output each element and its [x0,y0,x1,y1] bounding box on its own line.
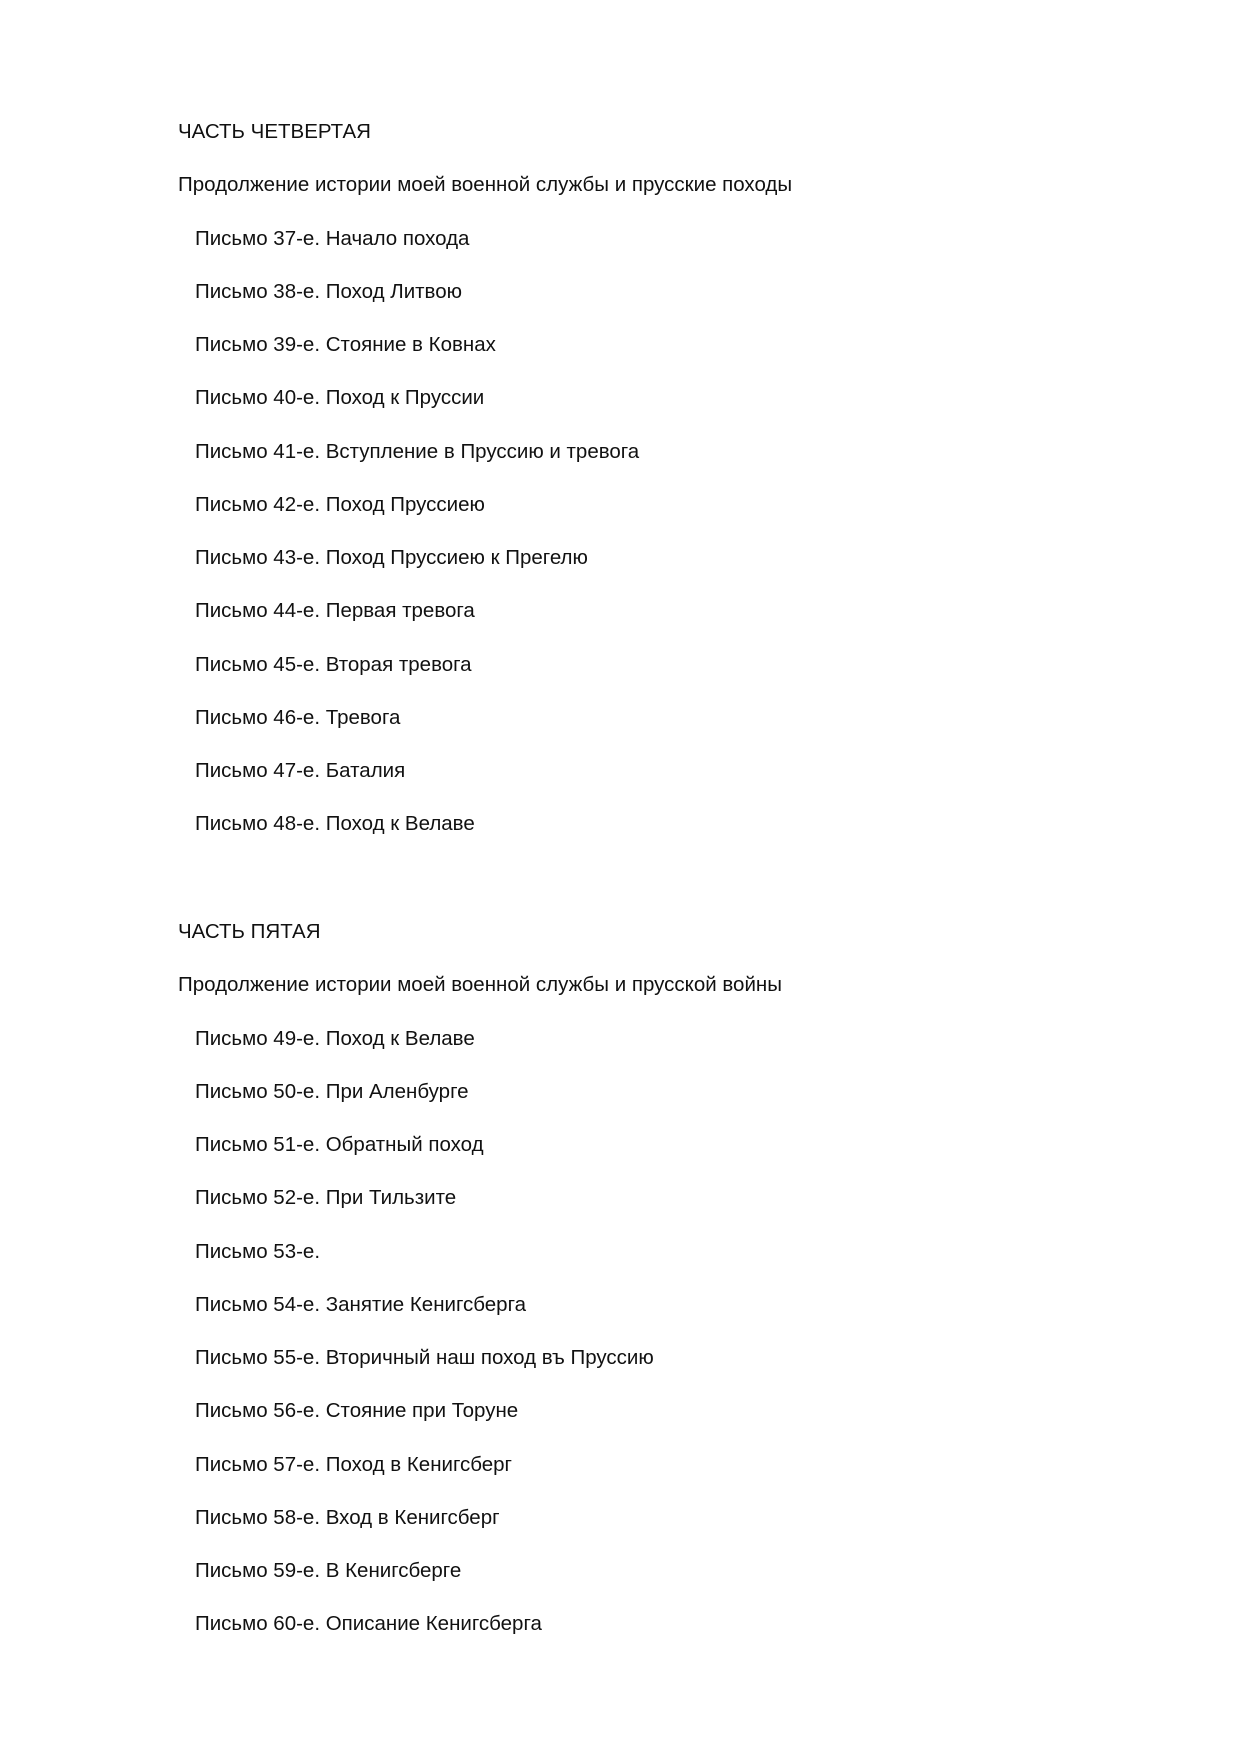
part-five-title: ЧАСТЬ ПЯТАЯ [178,920,321,943]
letter-51: Письмо 51-е. Обратный поход [195,1133,484,1156]
part-four-section [178,118,1138,864]
letter-45: Письмо 45-е. Вторая тревога [195,652,472,676]
letter-52: Письмо 52-е. При Тильзите [195,1186,457,1210]
letter-60: Письмо 60-е. Описание Кенигсберга [195,1612,542,1636]
letter-47: Письмо 47-е. Баталия [195,759,406,782]
letter-58: Письмо 58-е. Вход в Кенигсберг [195,1505,500,1529]
letter-42: Письмо 42-е. Поход Пруссиею [195,492,485,516]
letter-39: Письмо 39-е. Стояние в Ковнах [195,333,496,356]
letter-37: Письмо 37-е. Начало похода [195,226,470,250]
letter-40: Письмо 40-е. Поход к Пруссии [195,386,485,410]
letter-50: Письмо 50-е. При Аленбурге [195,1079,469,1103]
letter-48: Письмо 48-е. Поход к Велаве [195,812,475,836]
letter-49: Письмо 49-е. Поход к Велаве [195,1026,475,1050]
letter-53: Письмо 53-е. [195,1239,321,1263]
letter-41: Письмо 41-е. Вступление в Пруссию и тревога [195,439,640,463]
letter-38: Письмо 38-е. Поход Литвою [195,279,462,303]
part-five-subtitle: Продолжение истории моей военной службы и прусской войны [178,973,782,997]
letter-44: Письмо 44-е. Первая тревога [195,599,475,623]
letter-55: Письмо 55-е. Вторичный наш поход въ Пруссию [195,1346,654,1369]
letter-54: Письмо 54-е. Занятие Кенигсберга [195,1292,527,1316]
letter-56: Письмо 56-е. Стояние при Торуне [195,1399,519,1423]
part-five-section [178,918,1138,1664]
letter-59: Письмо 59-е. В Кенигсберге [195,1559,462,1582]
letter-57: Письмо 57-е. Поход в Кенигсберг [195,1452,513,1476]
part-four-title: ЧАСТЬ ЧЕТВЕРТАЯ [178,120,371,143]
letter-46: Письмо 46-е. Тревога [195,705,401,729]
part-four-subtitle: Продолжение истории моей военной службы и прусские походы [178,173,793,197]
letter-43: Письмо 43-е. Поход Пруссиею к Прегелю [195,546,588,569]
